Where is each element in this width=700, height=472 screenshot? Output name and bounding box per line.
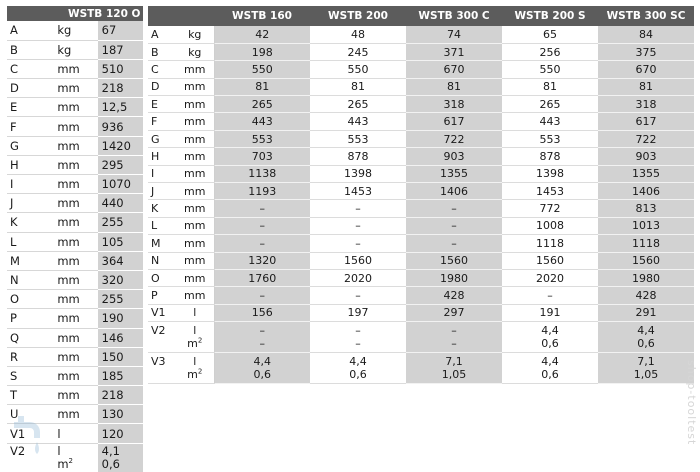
unit-label: mm	[52, 98, 97, 117]
param-label: J	[7, 194, 52, 213]
value-cell: 1118	[598, 235, 694, 252]
param-label: E	[148, 96, 176, 113]
value-line-2: 0,6	[101, 456, 120, 471]
value-cell: 1320	[214, 252, 310, 269]
param-label: C	[148, 61, 176, 78]
param-label: F	[7, 117, 52, 136]
value-line-1: 4,1	[101, 443, 120, 458]
param-label: K	[7, 213, 52, 232]
value-cell: 191	[502, 304, 598, 321]
param-label: F	[148, 113, 176, 130]
value-cell: 722	[598, 130, 694, 147]
param-label: P	[148, 287, 176, 304]
unit-label: mm	[52, 270, 97, 289]
value-cell: 256	[502, 43, 598, 60]
value-cell: 265	[310, 96, 406, 113]
value-cell: 150	[98, 347, 143, 366]
value-cell: –	[502, 287, 598, 304]
value-cell: 903	[598, 148, 694, 165]
unit-base: m	[187, 337, 198, 351]
value-cell: 440	[98, 194, 143, 213]
left-row-d	[7, 79, 143, 98]
value-cell: 255	[98, 290, 143, 309]
value-cell: 428	[406, 287, 502, 304]
value-line-1: 4,4	[637, 324, 655, 338]
right-row-g	[148, 130, 694, 147]
param-label: D	[7, 79, 52, 98]
unit-label: mm	[176, 200, 214, 217]
value-cell	[310, 322, 406, 353]
unit-label: mm	[176, 269, 214, 286]
value-cell: 936	[98, 117, 143, 136]
value-cell	[502, 322, 598, 353]
value-cell: 1560	[310, 252, 406, 269]
param-label: V2	[7, 443, 52, 472]
value-cell: –	[310, 217, 406, 234]
unit-label: mm	[52, 59, 97, 78]
value-cell: –	[310, 200, 406, 217]
right-row-h	[148, 148, 694, 165]
right-row-n	[148, 252, 694, 269]
unit-label: mm	[52, 79, 97, 98]
value-cell: 1138	[214, 165, 310, 182]
right-row-f	[148, 113, 694, 130]
value-cell: –	[406, 235, 502, 252]
left-row-i	[7, 175, 143, 194]
left-row-p	[7, 309, 143, 328]
value-cell: 65	[502, 26, 598, 43]
value-cell	[310, 353, 406, 384]
param-label: B	[7, 40, 52, 59]
value-cell: –	[406, 217, 502, 234]
unit-label: mm	[52, 347, 97, 366]
value-line-1: –	[355, 324, 361, 338]
value-line-2: –	[355, 337, 361, 351]
left-row-a	[7, 21, 143, 40]
value-line-1: 4,4	[253, 355, 271, 369]
value-cell: 130	[98, 405, 143, 424]
param-label: M	[148, 235, 176, 252]
param-label: V2	[148, 322, 176, 353]
right-row-l	[148, 217, 694, 234]
value-line-2: –	[451, 337, 457, 351]
right-row-m	[148, 235, 694, 252]
value-line-1: –	[259, 324, 265, 338]
unit-label: mm	[52, 366, 97, 385]
unit-label: mm	[52, 136, 97, 155]
value-cell: 1355	[598, 165, 694, 182]
unit-label: mm	[52, 155, 97, 174]
value-cell: 81	[598, 78, 694, 95]
value-cell: 903	[406, 148, 502, 165]
unit-line-1: l	[193, 355, 197, 369]
value-cell: –	[214, 217, 310, 234]
left-row-r	[7, 347, 143, 366]
param-label: C	[7, 59, 52, 78]
left-row-k	[7, 213, 143, 232]
right-row-p	[148, 287, 694, 304]
value-line-2: 0,6	[349, 368, 367, 382]
value-line-2: 1,05	[441, 368, 467, 382]
column-header-wstb-200: WSTB 200	[310, 6, 406, 26]
value-cell: 722	[406, 130, 502, 147]
unit-label	[176, 322, 214, 353]
value-cell: 318	[598, 96, 694, 113]
unit-label: kg	[176, 43, 214, 60]
value-cell: 553	[214, 130, 310, 147]
unit-label: mm	[52, 386, 97, 405]
param-label: O	[148, 269, 176, 286]
value-cell: 84	[598, 26, 694, 43]
value-cell: –	[310, 287, 406, 304]
value-cell: 105	[98, 232, 143, 251]
value-cell: 1560	[598, 252, 694, 269]
left-row-o	[7, 290, 143, 309]
value-cell	[214, 322, 310, 353]
value-cell	[406, 322, 502, 353]
value-cell: 703	[214, 148, 310, 165]
value-cell: 198	[214, 43, 310, 60]
value-cell: 2020	[310, 269, 406, 286]
value-cell: 443	[310, 113, 406, 130]
value-cell	[598, 322, 694, 353]
value-cell: 67	[98, 21, 143, 40]
value-cell: 1355	[406, 165, 502, 182]
value-cell: 617	[598, 113, 694, 130]
unit-line-1: l	[193, 324, 197, 338]
right-row-o	[148, 269, 694, 286]
left-row-j	[7, 194, 143, 213]
param-label: L	[7, 232, 52, 251]
right-row-k	[148, 200, 694, 217]
value-cell: 443	[214, 113, 310, 130]
watermark-text: shop-tooltest	[685, 360, 698, 446]
unit-label: mm	[176, 287, 214, 304]
unit-label: mm	[176, 61, 214, 78]
unit-label: mm	[52, 251, 97, 270]
value-cell: 550	[502, 61, 598, 78]
left-row-l	[7, 232, 143, 251]
unit-base: m	[187, 368, 198, 382]
value-cell: 1406	[406, 183, 502, 200]
param-label: D	[148, 78, 176, 95]
left-row-t	[7, 386, 143, 405]
right-row-a	[148, 26, 694, 43]
param-label: H	[148, 148, 176, 165]
param-label: I	[148, 165, 176, 182]
param-label: N	[7, 270, 52, 289]
value-line-1: –	[451, 324, 457, 338]
value-cell: 617	[406, 113, 502, 130]
value-line-1: 7,1	[445, 355, 463, 369]
param-label: G	[7, 136, 52, 155]
unit-label: mm	[52, 232, 97, 251]
value-cell: 190	[98, 309, 143, 328]
value-cell: 295	[98, 155, 143, 174]
param-label: O	[7, 290, 52, 309]
unit-line-2	[176, 368, 214, 381]
param-label: R	[7, 347, 52, 366]
value-line-2: 0,6	[253, 368, 271, 382]
value-cell: 197	[310, 304, 406, 321]
value-cell	[98, 443, 143, 472]
param-label: G	[148, 130, 176, 147]
unit-label: mm	[52, 328, 97, 347]
unit-label: mm	[176, 78, 214, 95]
value-line-2: 0,6	[541, 337, 559, 351]
value-cell: 550	[310, 61, 406, 78]
value-cell: 878	[310, 148, 406, 165]
value-cell: 81	[406, 78, 502, 95]
value-cell: 187	[98, 40, 143, 59]
param-label: V1	[148, 304, 176, 321]
value-cell	[214, 353, 310, 384]
unit-line-2	[57, 458, 97, 471]
value-line-1: 4,4	[541, 324, 559, 338]
param-label: A	[7, 21, 52, 40]
unit-label: mm	[52, 117, 97, 136]
right-row-v3	[148, 353, 694, 384]
unit-label	[176, 353, 214, 384]
value-cell: 553	[502, 130, 598, 147]
unit-label: mm	[176, 130, 214, 147]
param-label: J	[148, 183, 176, 200]
value-cell: 1013	[598, 217, 694, 234]
param-label: Q	[7, 328, 52, 347]
value-cell: 42	[214, 26, 310, 43]
value-cell: 185	[98, 366, 143, 385]
value-cell: 146	[98, 328, 143, 347]
faucet-logo-icon	[6, 412, 50, 462]
value-cell: 375	[598, 43, 694, 60]
param-label: H	[7, 155, 52, 174]
unit-label: mm	[52, 290, 97, 309]
value-cell: 813	[598, 200, 694, 217]
param-label: E	[7, 98, 52, 117]
unit-label: mm	[52, 213, 97, 232]
wstb-120-o-table	[7, 6, 143, 472]
value-cell: 74	[406, 26, 502, 43]
value-cell: 1406	[598, 183, 694, 200]
right-table-header-row	[148, 6, 694, 26]
left-row-e	[7, 98, 143, 117]
unit-label: mm	[176, 165, 214, 182]
value-cell: 2020	[502, 269, 598, 286]
value-cell: 670	[598, 61, 694, 78]
unit-label: mm	[52, 309, 97, 328]
left-table-body	[7, 21, 143, 472]
value-cell	[598, 353, 694, 384]
value-line-2: –	[259, 337, 265, 351]
column-header-wstb-300-c: WSTB 300 C	[406, 6, 502, 26]
left-table-title: WSTB 120 O	[7, 6, 143, 21]
value-line-2: 0,6	[541, 368, 559, 382]
value-cell: 1193	[214, 183, 310, 200]
unit-label: kg	[176, 26, 214, 43]
value-cell: 772	[502, 200, 598, 217]
unit-label: mm	[52, 175, 97, 194]
unit-sup: 2	[197, 336, 203, 345]
value-line-2: 1,05	[633, 368, 659, 382]
value-cell: –	[310, 235, 406, 252]
param-label: K	[148, 200, 176, 217]
param-label: A	[148, 26, 176, 43]
param-label: M	[7, 251, 52, 270]
value-cell: 120	[98, 424, 143, 443]
unit-label: kg	[52, 40, 97, 59]
wstb-models-table	[148, 6, 694, 384]
right-row-e	[148, 96, 694, 113]
value-cell: 1398	[310, 165, 406, 182]
value-cell: 318	[406, 96, 502, 113]
value-cell: 1118	[502, 235, 598, 252]
value-cell: 255	[98, 213, 143, 232]
param-label: N	[148, 252, 176, 269]
value-cell: 1453	[310, 183, 406, 200]
value-line-2: 0,6	[637, 337, 655, 351]
value-cell: 510	[98, 59, 143, 78]
param-label: I	[7, 175, 52, 194]
left-table-header-row	[7, 6, 143, 21]
value-cell	[406, 353, 502, 384]
value-cell: 550	[214, 61, 310, 78]
value-cell: –	[214, 287, 310, 304]
right-row-v2	[148, 322, 694, 353]
value-cell	[502, 353, 598, 384]
value-cell: 81	[502, 78, 598, 95]
value-cell: 297	[406, 304, 502, 321]
unit-sup: 2	[197, 367, 203, 376]
unit-label: mm	[176, 96, 214, 113]
value-cell: 12,5	[98, 98, 143, 117]
left-row-f	[7, 117, 143, 136]
value-cell: 1560	[406, 252, 502, 269]
unit-label: mm	[176, 183, 214, 200]
unit-sup: 2	[68, 456, 73, 465]
value-cell: 265	[502, 96, 598, 113]
value-cell: 443	[502, 113, 598, 130]
param-label: L	[148, 217, 176, 234]
value-cell: 1420	[98, 136, 143, 155]
value-line-1: 7,1	[637, 355, 655, 369]
value-cell: 1980	[406, 269, 502, 286]
value-cell: 320	[98, 270, 143, 289]
left-row-c	[7, 59, 143, 78]
unit-label: mm	[176, 217, 214, 234]
left-row-b	[7, 40, 143, 59]
right-table-body	[148, 26, 694, 384]
value-cell: 1398	[502, 165, 598, 182]
value-cell: 1560	[502, 252, 598, 269]
left-row-g	[7, 136, 143, 155]
unit-line-1: l	[57, 443, 61, 458]
value-cell: 364	[98, 251, 143, 270]
unit-label: mm	[176, 148, 214, 165]
unit-label: mm	[176, 235, 214, 252]
param-label: U	[7, 405, 52, 424]
param-label: V1	[7, 424, 52, 443]
unit-label: l	[52, 424, 97, 443]
left-row-q	[7, 328, 143, 347]
value-cell: 218	[98, 386, 143, 405]
value-line-1: 4,4	[349, 355, 367, 369]
value-cell: –	[406, 200, 502, 217]
value-cell: 371	[406, 43, 502, 60]
unit-label: kg	[52, 21, 97, 40]
left-row-m	[7, 251, 143, 270]
left-row-h	[7, 155, 143, 174]
value-cell: 1008	[502, 217, 598, 234]
unit-label: mm	[176, 113, 214, 130]
value-cell: 218	[98, 79, 143, 98]
unit-label: mm	[176, 252, 214, 269]
column-header-wstb-160: WSTB 160	[214, 6, 310, 26]
value-cell: 1980	[598, 269, 694, 286]
value-cell: –	[214, 235, 310, 252]
value-cell: 670	[406, 61, 502, 78]
value-cell: 428	[598, 287, 694, 304]
param-label: S	[7, 366, 52, 385]
param-label: T	[7, 386, 52, 405]
param-label: V3	[148, 353, 176, 384]
unit-line-2	[176, 337, 214, 350]
value-cell: 553	[310, 130, 406, 147]
right-row-v1	[148, 304, 694, 321]
unit-label: l	[176, 304, 214, 321]
right-row-c	[148, 61, 694, 78]
unit-base: m	[57, 456, 69, 471]
value-cell: 81	[214, 78, 310, 95]
header-blank-param	[148, 6, 176, 26]
column-header-wstb-200-s: WSTB 200 S	[502, 6, 598, 26]
value-cell: 291	[598, 304, 694, 321]
unit-label: mm	[52, 194, 97, 213]
value-cell: 245	[310, 43, 406, 60]
param-label: B	[148, 43, 176, 60]
value-cell: 878	[502, 148, 598, 165]
value-cell: 48	[310, 26, 406, 43]
value-cell: 81	[310, 78, 406, 95]
column-header-wstb-300-sc: WSTB 300 SC	[598, 6, 694, 26]
header-blank-unit	[176, 6, 214, 26]
left-row-n	[7, 270, 143, 289]
value-cell: 1070	[98, 175, 143, 194]
right-row-i	[148, 165, 694, 182]
right-row-d	[148, 78, 694, 95]
value-cell: 265	[214, 96, 310, 113]
value-cell: 1760	[214, 269, 310, 286]
param-label: P	[7, 309, 52, 328]
right-row-j	[148, 183, 694, 200]
unit-label: mm	[52, 405, 97, 424]
value-cell: 156	[214, 304, 310, 321]
right-row-b	[148, 43, 694, 60]
value-line-1: 4,4	[541, 355, 559, 369]
value-cell: 1453	[502, 183, 598, 200]
value-cell: –	[214, 200, 310, 217]
unit-label	[52, 443, 97, 472]
left-row-s	[7, 366, 143, 385]
